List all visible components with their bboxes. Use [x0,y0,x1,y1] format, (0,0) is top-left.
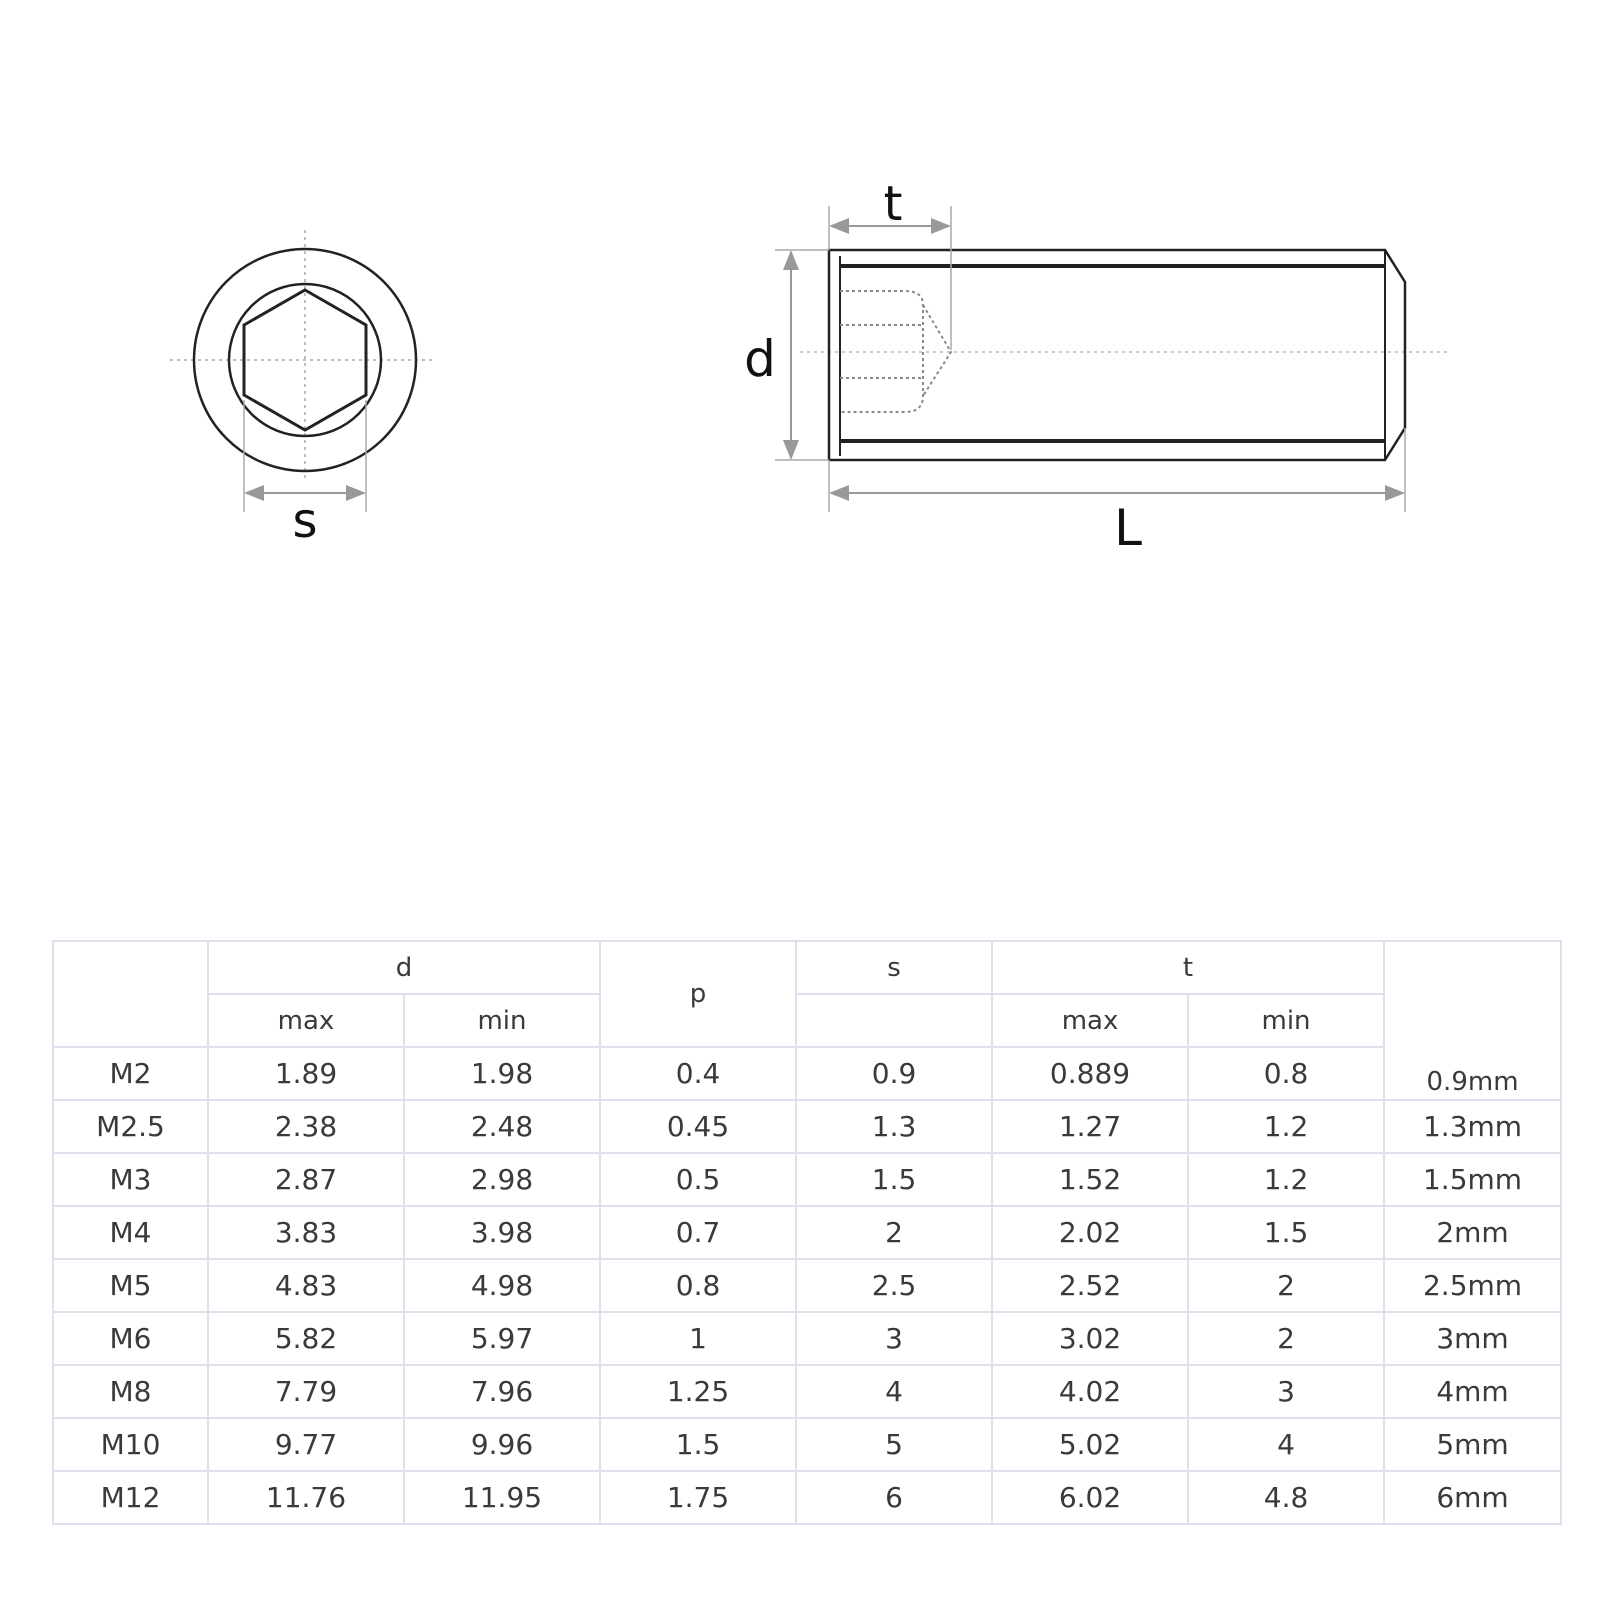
t-max-cell: 1.52 [992,1153,1188,1206]
d-max-cell: 3.83 [208,1206,404,1259]
d-min-cell: 1.98 [404,1047,600,1100]
d-max-cell: 4.83 [208,1259,404,1312]
end-view [170,230,435,549]
s-cell: 0.9 [796,1047,992,1100]
s-cell: 2.5 [796,1259,992,1312]
t-min-cell: 1.2 [1188,1100,1384,1153]
p-cell: 0.7 [600,1206,796,1259]
header-t-min: min [1188,994,1384,1047]
t-min-cell: 1.2 [1188,1153,1384,1206]
side-view [744,176,1450,557]
p-cell: 0.4 [600,1047,796,1100]
d-max-cell: 7.79 [208,1365,404,1418]
t-max-cell: 4.02 [992,1365,1188,1418]
t-max-cell: 1.27 [992,1100,1188,1153]
t-label: t [883,176,903,232]
d-max-cell: 2.87 [208,1153,404,1206]
key-cell: 1.3mm [1384,1100,1561,1153]
s-cell: 5 [796,1418,992,1471]
table-row [53,1100,1561,1153]
key-cell: 2.5mm [1384,1259,1561,1312]
key-cell: 6mm [1384,1471,1561,1524]
s-cell: 1.5 [796,1153,992,1206]
table-row [53,1259,1561,1312]
p-cell: 0.8 [600,1259,796,1312]
L-label: L [1114,499,1142,557]
d-max-cell: 5.82 [208,1312,404,1365]
d-max-cell: 1.89 [208,1047,404,1100]
s-cell: 4 [796,1365,992,1418]
header-t-max: max [992,994,1188,1047]
s-label: s [292,493,318,549]
table-row [53,1312,1561,1365]
table-row [53,1418,1561,1471]
d-min-cell: 11.95 [404,1471,600,1524]
p-cell: 1.75 [600,1471,796,1524]
s-cell: 3 [796,1312,992,1365]
d-min-cell: 9.96 [404,1418,600,1471]
screw-outline [829,250,1405,460]
t-max-cell: 3.02 [992,1312,1188,1365]
key-cell: 5mm [1384,1418,1561,1471]
header-d-min: min [404,994,600,1047]
header-row-1 [53,941,1561,994]
d-min-cell: 3.98 [404,1206,600,1259]
p-cell: 0.45 [600,1100,796,1153]
d-min-cell: 7.96 [404,1365,600,1418]
s-cell: 1.3 [796,1100,992,1153]
d-min-cell: 4.98 [404,1259,600,1312]
d-min-cell: 2.48 [404,1100,600,1153]
key-cell: 4mm [1384,1365,1561,1418]
size-cell: M10 [53,1418,208,1471]
header-row-2 [53,994,1561,1047]
header-t: t [992,941,1384,994]
table-row [53,1471,1561,1524]
t-max-cell: 2.52 [992,1259,1188,1312]
size-cell: M5 [53,1259,208,1312]
table-row [53,1153,1561,1206]
size-cell: M6 [53,1312,208,1365]
spec-table [52,940,1562,1525]
s-cell: 6 [796,1471,992,1524]
header-p: p [600,941,796,1047]
key-cell: 1.5mm [1384,1153,1561,1206]
p-cell: 1.25 [600,1365,796,1418]
t-min-cell: 4.8 [1188,1471,1384,1524]
p-cell: 1.5 [600,1418,796,1471]
t-max-cell: 6.02 [992,1471,1188,1524]
table-row [53,1206,1561,1259]
s-cell: 2 [796,1206,992,1259]
d-max-cell: 9.77 [208,1418,404,1471]
t-max-cell: 0.889 [992,1047,1188,1100]
d-min-cell: 5.97 [404,1312,600,1365]
size-cell: M2.5 [53,1100,208,1153]
p-cell: 0.5 [600,1153,796,1206]
key-cell: 2mm [1384,1206,1561,1259]
key-cell-M2: 0.9mm [1384,941,1561,1100]
d-label: d [744,330,776,388]
table-row [53,1365,1561,1418]
t-min-cell: 0.8 [1188,1047,1384,1100]
size-cell: M8 [53,1365,208,1418]
header-s-blank [796,994,992,1047]
header-blank [53,941,208,1047]
d-max-cell: 2.38 [208,1100,404,1153]
table-row [53,1047,1561,1100]
t-min-cell: 1.5 [1188,1206,1384,1259]
key-cell: 3mm [1384,1312,1561,1365]
header-s: s [796,941,992,994]
p-cell: 1 [600,1312,796,1365]
t-min-cell: 2 [1188,1259,1384,1312]
d-min-cell: 2.98 [404,1153,600,1206]
size-cell: M12 [53,1471,208,1524]
t-max-cell: 2.02 [992,1206,1188,1259]
header-d-max: max [208,994,404,1047]
size-cell: M4 [53,1206,208,1259]
size-cell: M3 [53,1153,208,1206]
t-min-cell: 3 [1188,1365,1384,1418]
set-screw-drawing [0,0,1601,640]
t-min-cell: 2 [1188,1312,1384,1365]
t-max-cell: 5.02 [992,1418,1188,1471]
size-cell: M2 [53,1047,208,1100]
d-max-cell: 11.76 [208,1471,404,1524]
header-d: d [208,941,600,994]
t-min-cell: 4 [1188,1418,1384,1471]
